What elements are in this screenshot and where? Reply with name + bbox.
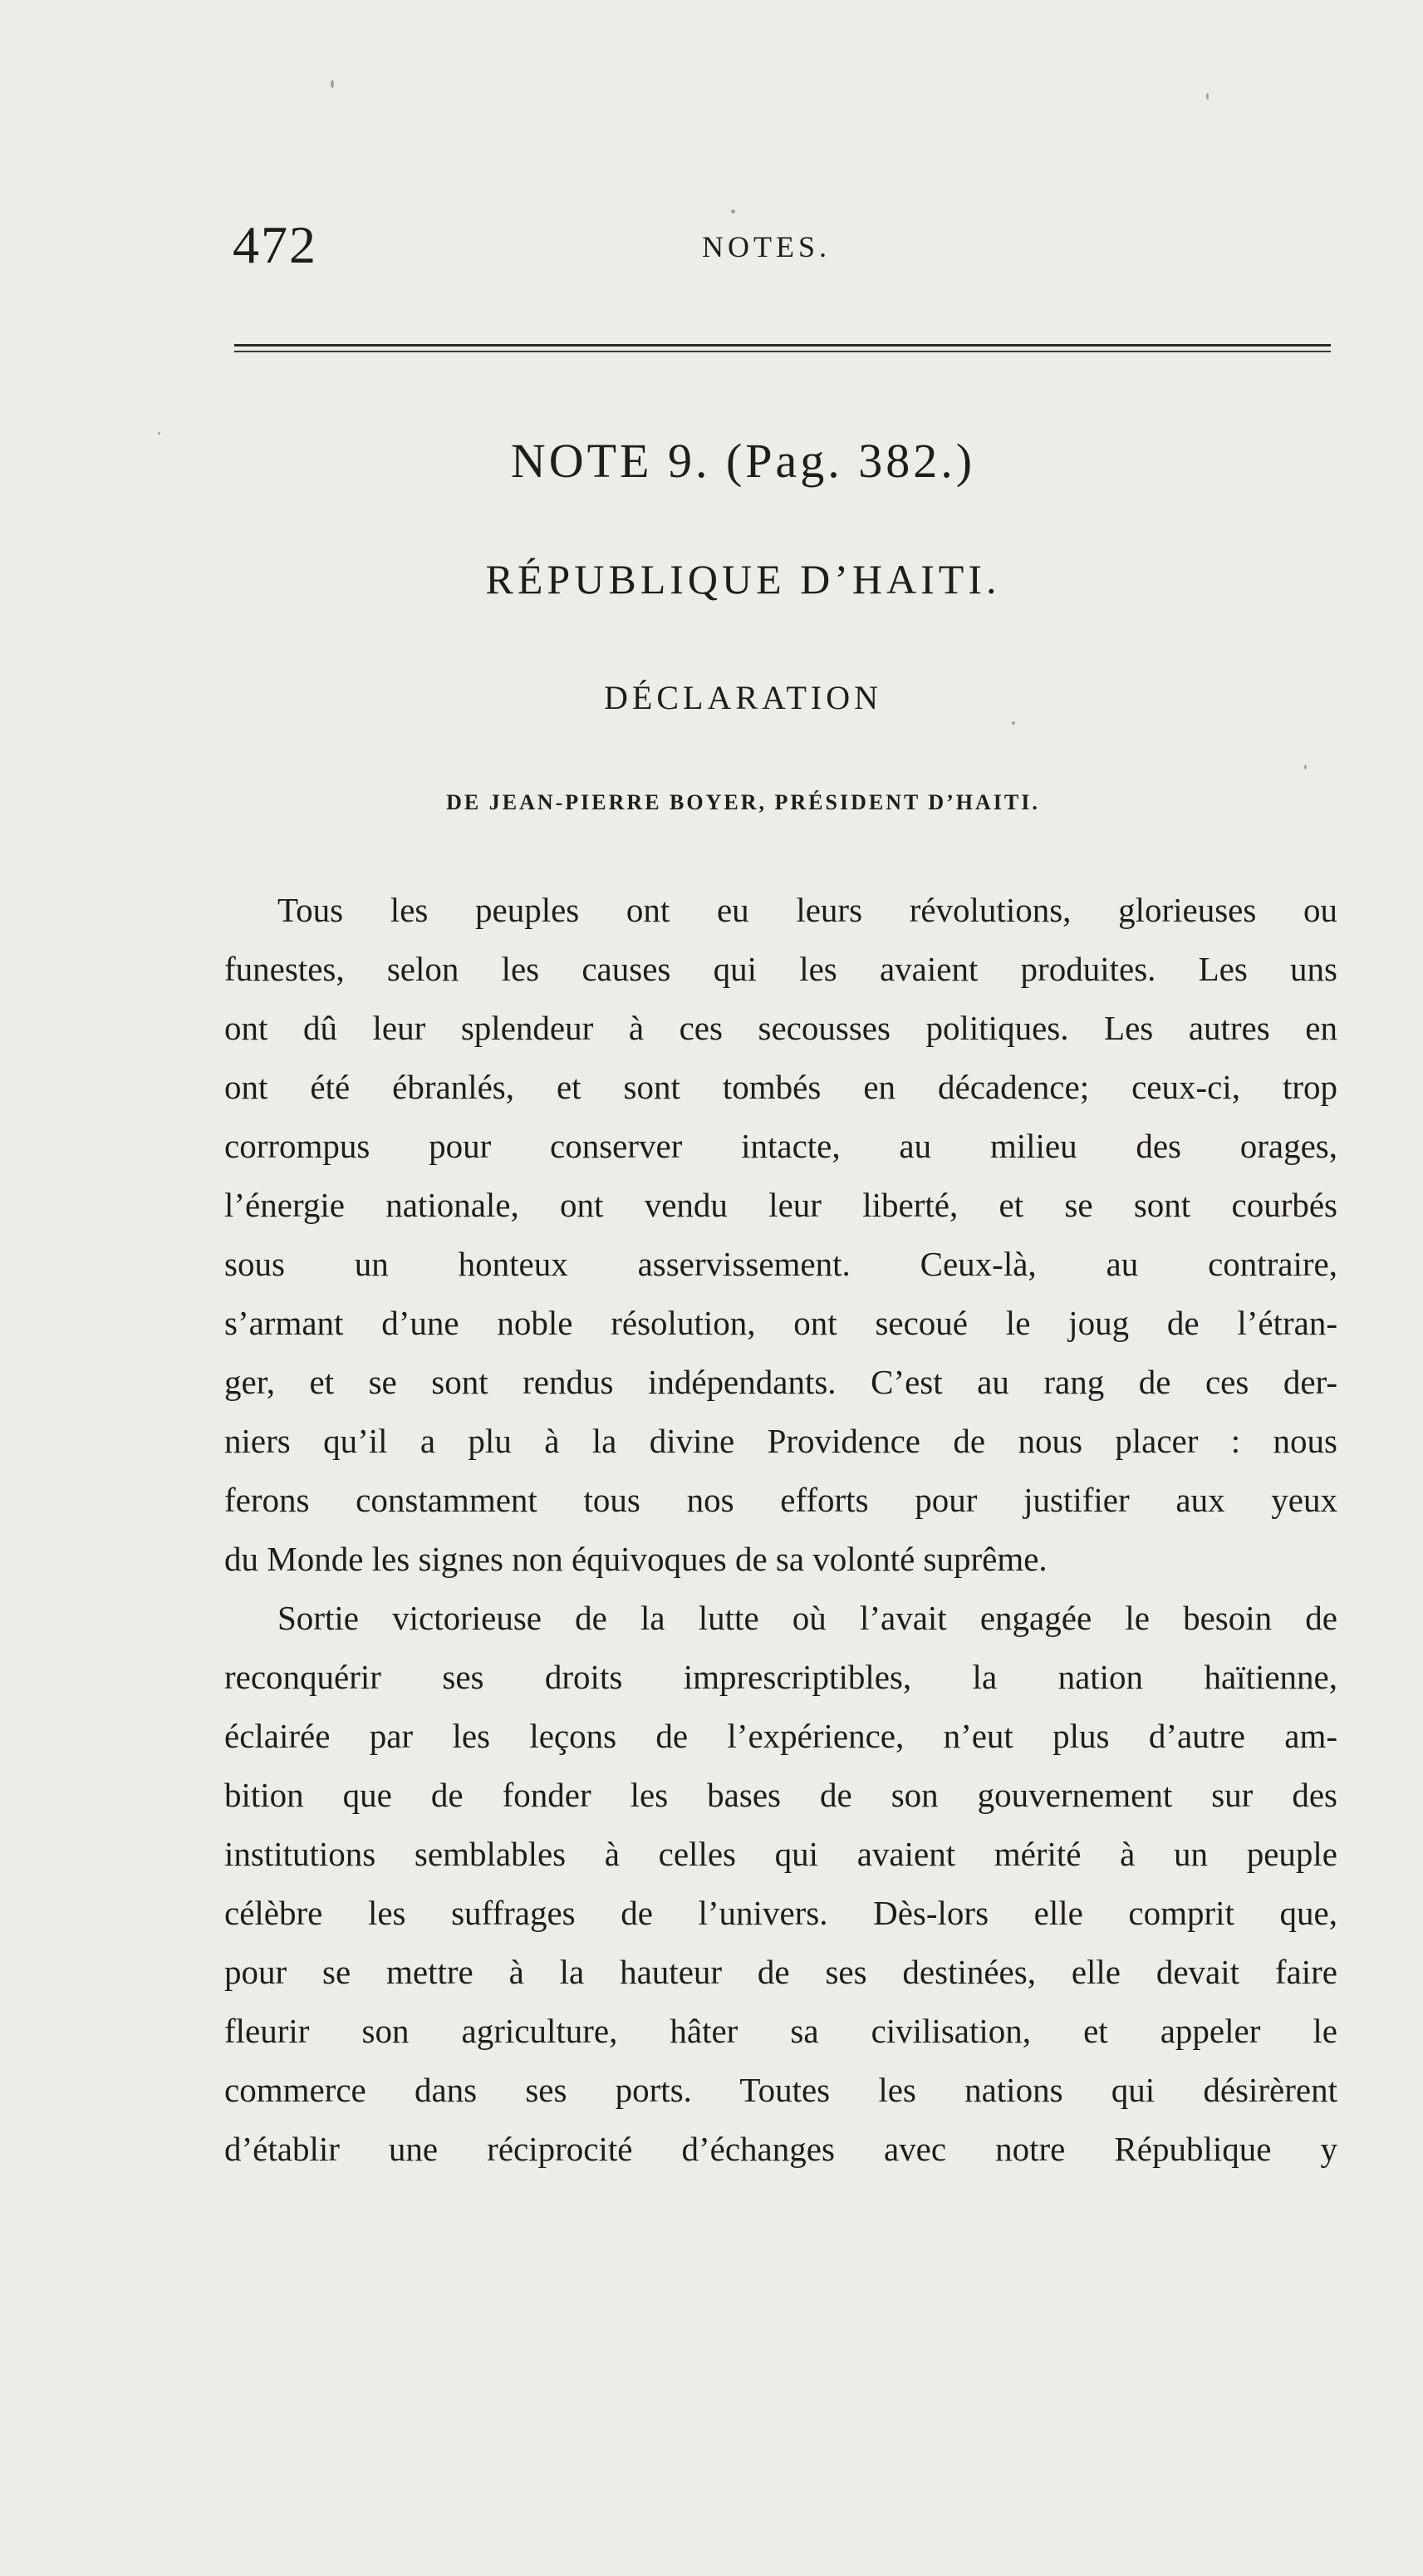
republic-title: RÉPUBLIQUE D’HAITI. <box>485 556 1001 602</box>
text-line: institutions semblables à celles qui avaient mérité à un peuple <box>224 1835 1337 1873</box>
text-line: sous un honteux asservissement. Ceux-là, au contraire, <box>224 1245 1337 1283</box>
paper-speck <box>1206 93 1209 100</box>
text-line: s’armant d’une noble résolution, ont secoué le joug de l’étran- <box>224 1304 1337 1342</box>
page-number: 472 <box>233 215 317 274</box>
declaration-title: DÉCLARATION <box>604 679 882 716</box>
note-title: NOTE 9. (Pag. 382.) <box>510 434 976 488</box>
text-line: Sortie victorieuse de la lutte où l’avait engagée le besoin de <box>277 1599 1337 1637</box>
text-line: l’énergie nationale, ont vendu leur liberté, et se sont courbés <box>224 1186 1337 1224</box>
paragraph-2 <box>224 1589 1337 2179</box>
text-line: célèbre les suffrages de l’univers. Dès-lors elle comprit que, <box>224 1894 1337 1932</box>
body-text <box>224 881 1337 2179</box>
text-line: ont été ébranlés, et sont tombés en décadence; ceux-ci, trop <box>224 1068 1337 1106</box>
running-title: NOTES. <box>702 230 831 263</box>
text-line: fleurir son agriculture, hâter sa civilisation, et appeler le <box>224 2012 1337 2050</box>
text-line: du Monde les signes non équivoques de sa volonté suprême. <box>224 1540 1048 1578</box>
text-line: ont dû leur splendeur à ces secousses politiques. Les autres en <box>224 1009 1337 1047</box>
text-line: reconquérir ses droits imprescriptibles, la nation haïtienne, <box>224 1658 1337 1696</box>
text-line: pour se mettre à la hauteur de ses destinées, elle devait faire <box>224 1953 1337 1991</box>
running-head <box>233 212 1346 278</box>
text-line: ger, et se sont rendus indépendants. C’est au rang de ces der- <box>224 1363 1337 1401</box>
header-rule <box>234 344 1331 347</box>
text-line: commerce dans ses ports. Toutes les nations qui désirèrent <box>224 2071 1337 2109</box>
text-line: d’établir une réciprocité d’échanges avec notre République y <box>224 2130 1337 2168</box>
text-line: Tous les peuples ont eu leurs révolutions, glorieuses ou <box>277 891 1337 929</box>
paragraph-1 <box>224 881 1337 1589</box>
paper-speck <box>1304 764 1307 769</box>
text-line: corrompus pour conserver intacte, au milieu des orages, <box>224 1127 1337 1165</box>
header-rule-thin <box>234 351 1331 352</box>
text-line: ferons constamment tous nos efforts pour justifier aux yeux <box>224 1481 1337 1519</box>
text-line: éclairée par les leçons de l’expérience, n’eut plus d’autre am- <box>224 1717 1337 1755</box>
text-line: niers qu’il a plu à la divine Providence de nous placer : nous <box>224 1422 1337 1460</box>
text-line: funestes, selon les causes qui les avaient produites. Les uns <box>224 950 1337 988</box>
paper-speck <box>331 80 334 88</box>
text-line: bition que de fonder les bases de son gouvernement sur des <box>224 1776 1337 1814</box>
declaration-subtitle: DE JEAN-PIERRE BOYER, PRÉSIDENT D’HAITI. <box>446 790 1040 814</box>
